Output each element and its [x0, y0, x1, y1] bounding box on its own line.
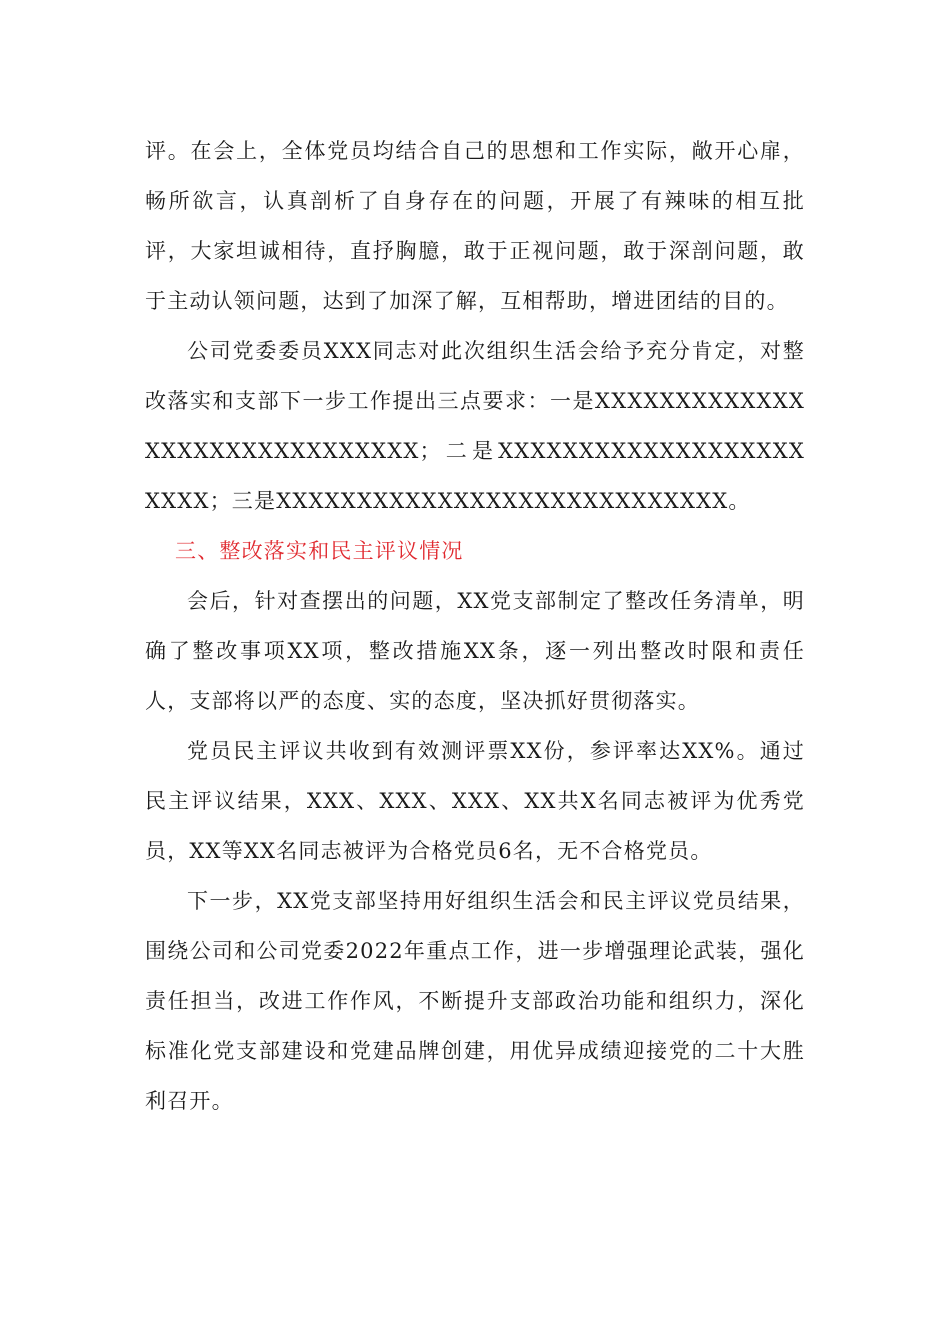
paragraph-rectification-list: 会后，针对查摆出的问题，XX党支部制定了整改任务清单，明确了整改事项XX项，整改措施XX条，逐一列出整改时限和责任人，支部将以严的态度、实的态度，坚决抓好贯彻落实。: [145, 589, 805, 713]
section-heading-rectification: 三、整改落实和民主评议情况: [175, 539, 464, 563]
paragraph-next-steps: 下一步，XX党支部坚持用好组织生活会和民主评议党员结果，围绕公司和公司党委2022年重点工作，进一步增强理论武装，强化责任担当，改进工作作风，不断提升支部政治功能和组织力，深化标准化党支部建设和党建品牌创建，用优异成绩迎接党的二十大胜利召开。: [145, 889, 805, 1113]
paragraph-democratic-evaluation: 党员民主评议共收到有效测评票XX份，参评率达XX%。通过民主评议结果，XXX、XXX、XXX、XX共X名同志被评为优秀党员，XX等XX名同志被评为合格党员6名，无不合格党员。: [145, 739, 805, 863]
paragraph-continued-discussion: 评。在会上，全体党员均结合自己的思想和工作实际，敞开心扉，畅所欲言，认真剖析了自身存在的问题，开展了有辣味的相互批评，大家坦诚相待，直抒胸臆，敢于正视问题，敢于深剖问题，敢于主动认领问题，达到了加深了解，互相帮助，增进团结的目的。: [145, 139, 805, 313]
document-body: [145, 126, 805, 1126]
paragraph-committee-requirements: 公司党委委员XXX同志对此次组织生活会给予充分肯定，对整改落实和支部下一步工作提出三点要求：一是XXXXXXXXXXXXXXXXXXXXXXXXXXXXXX；二是XXXXXXXXXXXXXXXXXXXXXXX；三是XXXXXXXXXXXXXXXXXXXXXXXXXXXX。: [145, 339, 805, 513]
